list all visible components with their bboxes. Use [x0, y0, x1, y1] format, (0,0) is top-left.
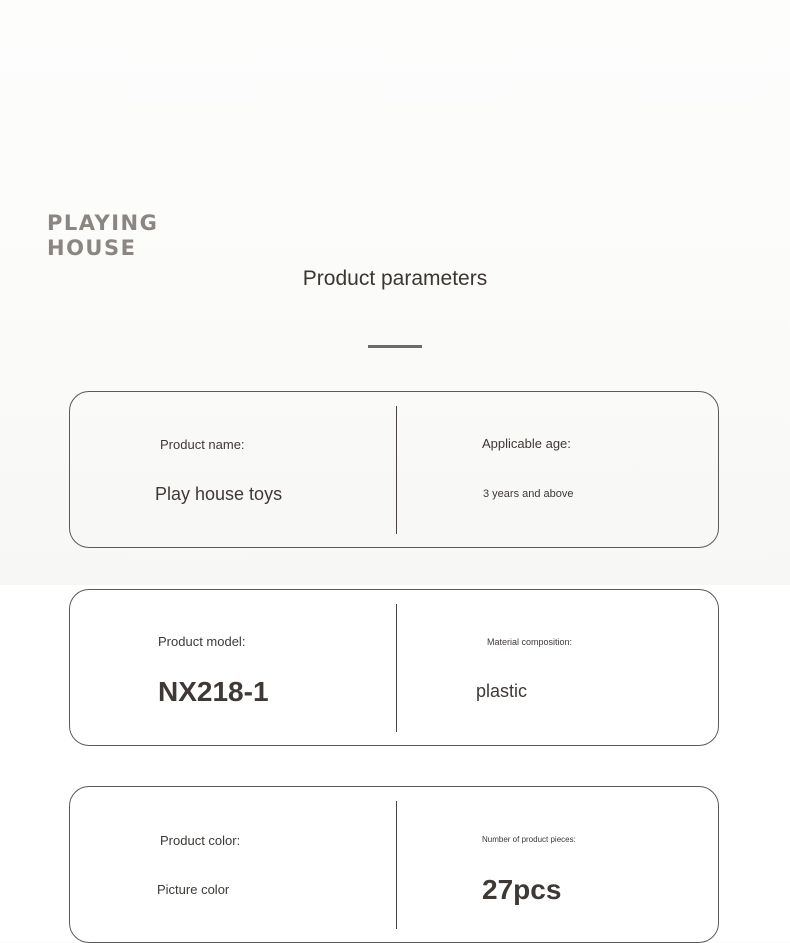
product-model-label: Product model:: [158, 634, 246, 649]
product-name-label: Product name:: [160, 437, 245, 452]
param-card-name-age: [69, 391, 719, 548]
product-model-value: NX218-1: [158, 676, 269, 707]
param-card-color-pieces: [69, 786, 719, 943]
product-pieces-value: 27pcs: [482, 874, 562, 905]
material-composition-value: plastic: [476, 681, 528, 701]
product-color-value: Picture color: [157, 882, 230, 897]
card-divider: [396, 604, 397, 732]
applicable-age-label: Applicable age:: [482, 436, 571, 451]
param-card-model-material: [69, 589, 719, 746]
section-title: Product parameters: [302, 267, 488, 290]
card-divider: [396, 801, 397, 929]
brand-logo-text: [47, 211, 158, 261]
brand-line-1: PLAYING: [47, 211, 159, 235]
brand-line-2: HOUSE: [47, 236, 137, 260]
product-color-label: Product color:: [160, 833, 241, 848]
title-underline: [368, 345, 422, 348]
product-pieces-label: Number of product pieces:: [482, 835, 576, 844]
applicable-age-value: 3 years and above: [483, 488, 574, 500]
card-divider: [396, 406, 397, 534]
material-composition-label: Material composition:: [487, 637, 573, 647]
product-name-value: Play house toys: [155, 484, 283, 504]
